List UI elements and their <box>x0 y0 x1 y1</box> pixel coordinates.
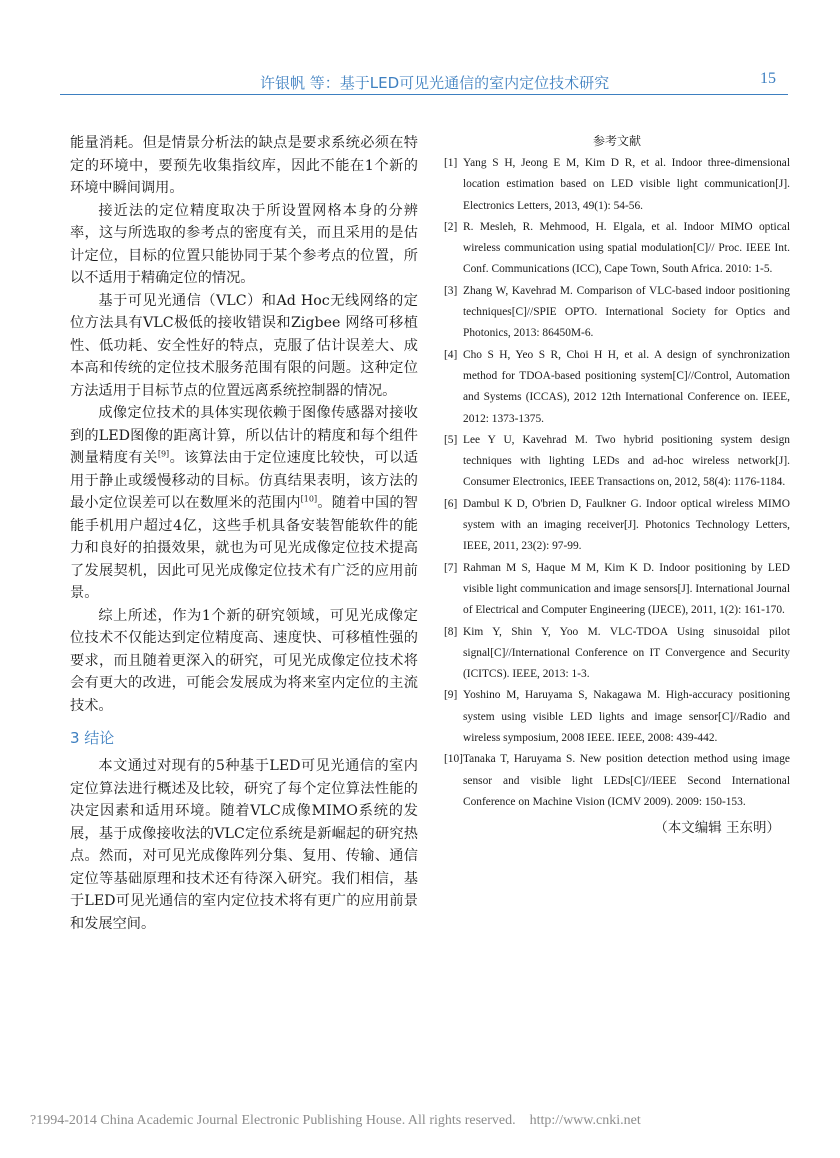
page-number: 15 <box>760 70 776 87</box>
reference-number: [9] <box>444 689 458 702</box>
reference-item <box>444 281 790 345</box>
citation-10: [10] <box>300 494 318 504</box>
reference-text: R. Mesleh, R. Mehmood, H. Elgala, et al. Indoor MIMO optical wireless communication using spatial modulation[C]// Proc. IEEE Int. Conf. Communications (ICC), Cape Town, South Africa. 2010: 1-5. <box>463 220 790 276</box>
reference-list <box>444 153 790 813</box>
reference-number: [2] <box>444 220 458 233</box>
reference-number: [1] <box>444 157 458 169</box>
reference-text: Zhang W, Kavehrad M. Comparison of VLC-based indoor positioning techniques[C]//SPIE OPTO. International Society for Optics and Photonics, 2013: 86450M-6. <box>463 284 790 340</box>
reference-text: Rahman M S, Haque M M, Kim K D. Indoor positioning by LED visible light communication and image sensors[J]. International Journal of Electrical and Computer Engineering (IJECE), 2011, 1(2): 161-170. <box>463 561 790 617</box>
reference-text: Kim Y, Shin Y, Yoo M. VLC-TDOA Using sinusoidal pilot signal[C]//International Conference on IT Convergence and Security (ICITCS). IEEE, 2013: 1-3. <box>463 625 790 681</box>
reference-item <box>444 685 790 749</box>
reference-number: [6] <box>444 497 458 510</box>
reference-number: [8] <box>444 625 458 638</box>
reference-item <box>444 430 790 494</box>
reference-text: Yang S H, Jeong E M, Kim D R, et al. Indoor three-dimensional location estimation based on LED visible light communication[J]. Electronics Letters, 2013, 49(1): 54-56. <box>463 157 790 212</box>
paragraph-text: 成像定位技术的具体实现依赖于图像传感器对接收到的LED图像的距离计算，所以估计的精度和每个组件测量精度有关 <box>70 405 418 466</box>
copyright-footer: ?1994-2014 China Academic Journal Electronic Publishing House. All rights reserved. http://www.cnki.net <box>30 1113 641 1128</box>
paragraph: 基于可见光通信（VLC）和Ad Hoc无线网络的定位方法具有VLC极低的接收错误和Zigbee 网络可移植性、低功耗、安全性好的特点，克服了估计误差大、成本高和传统的定位技术服务范围有限的问题。这种定位方法适用于目标节点的位置远离系统控制器的情况。 <box>70 292 418 399</box>
paragraph <box>70 402 418 605</box>
citation-9: [9] <box>157 449 170 459</box>
left-column <box>70 132 418 935</box>
paragraph-text: 。该算法由于定位速度比较快，可以适用于静止或缓慢移动的目标。仿真结果表明，该方法的最小定位误差可以在数厘米的范围内 <box>70 450 418 511</box>
running-title: 许银帆 等：基于LED可见光通信的室内定位技术研究 <box>260 74 610 92</box>
paragraph: 能量消耗。但是情景分析法的缺点是要求系统必须在特定的环境中，要预先收集指纹库，因此不能在1个新的环境中瞬间调用。 <box>70 135 418 196</box>
reference-item <box>444 494 790 558</box>
reference-item <box>444 749 790 813</box>
conclusion-paragraph: 本文通过对现有的5种基于LED可见光通信的室内定位算法进行概述及比较，研究了每个定位算法性能的决定因素和适用环境。随着VLC成像MIMO系统的发展，基于成像接收法的VLC定位系统是新崛起的研究热点。然而，对可见光成像阵列分集、复用、传输、通信定位等基础原理和技术还有待深入研究。我们相信，基于LED可见光通信的室内定位技术将有更广的应用前景和发展空间。 <box>70 758 418 932</box>
reference-number: [7] <box>444 561 458 574</box>
reference-number: [5] <box>444 433 458 446</box>
reference-item <box>444 153 790 217</box>
references-title: 参考文献 <box>592 134 641 148</box>
reference-text: Lee Y U, Kavehrad M. Two hybrid positioning system design techniques with lighting LEDs and ad-hoc wireless network[J]. Consumer Electronics, IEEE Transactions on, 2012, 58(4): 1176-1184. <box>463 433 790 489</box>
reference-number: [3] <box>444 284 458 297</box>
editor-note: （本文编辑 王东明） <box>654 820 780 837</box>
paragraph: 接近法的定位精度取决于所设置网格本身的分辨率，这与所选取的参考点的密度有关，而且采用的是估计定位，目标的位置只能协同于某个参考点的位置，所以不适用于精确定位的情况。 <box>70 202 418 286</box>
reference-number: [10] <box>444 753 463 766</box>
reference-text: Dambul K D, O'brien D, Faulkner G. Indoor optical wireless MIMO system with an imaging receiver[J]. Photonics Technology Letters, IEEE, 2011, 23(2): 97-99. <box>463 497 790 553</box>
section-heading: 3 结论 <box>70 729 115 747</box>
reference-number: [4] <box>444 348 458 361</box>
reference-item <box>444 558 790 622</box>
paragraph-text: 。随着中国的智能手机用户超过4亿，这些手机具备安装智能软件的能力和良好的拍摄效果，就也为可见光成像定位技术提高了发展契机，因此可见光成像定位技术有广泛的应用前景。 <box>70 495 418 601</box>
paragraph: 综上所述，作为1个新的研究领域，可见光成像定位技术不仅能达到定位精度高、速度快、可移植性强的要求，而且随着更深入的研究，可见光成像定位技术将会有更大的改进，可能会发展成为将来室内定位的主流技术。 <box>70 607 418 714</box>
reference-text: Cho S H, Yeo S R, Choi H H, et al. A design of synchronization method for TDOA-based positioning system[C]//Control, Automation and Systems (ICCAS), 2012 12th International Conference on. IEEE, 2012: 1373-1375. <box>463 348 790 425</box>
references-column <box>444 132 790 839</box>
reference-text: Tanaka T, Haruyama S. New position detection method using image sensor and visible light LEDs[C]//IEEE Second International Conference on Machine Vision (ICMV 2009). 2009: 150-153. <box>463 753 790 808</box>
reference-item <box>444 622 790 686</box>
reference-item <box>444 217 790 281</box>
running-header <box>60 70 788 95</box>
reference-text: Yoshino M, Haruyama S, Nakagawa M. High-accuracy positioning system using visible LED lights and image sensor[C]//Radio and wireless symposium, 2008 IEEE. IEEE, 2008: 439-442. <box>463 689 790 745</box>
reference-item <box>444 345 790 430</box>
